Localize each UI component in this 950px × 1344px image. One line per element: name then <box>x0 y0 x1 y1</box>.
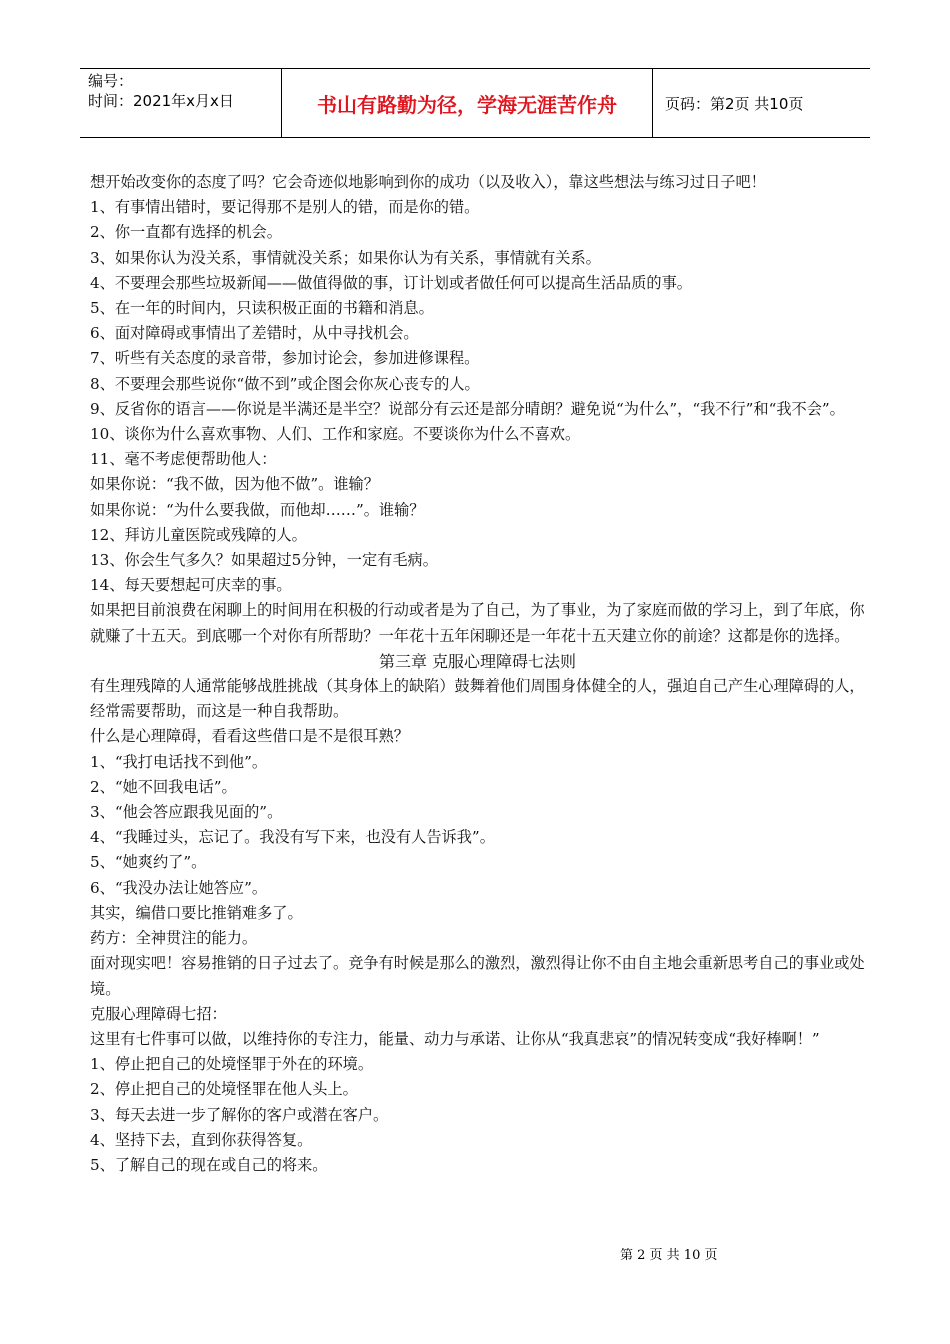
list-item: 7、听些有关态度的录音带，参加讨论会，参加进修课程。 <box>90 349 480 368</box>
paragraph: 其实，编借口要比推销难多了。 <box>90 903 303 922</box>
list-item: 2、“她不回我电话”。 <box>90 777 237 796</box>
list-item: 5、了解自己的现在或自己的将来。 <box>90 1155 328 1174</box>
list-item: 12、拜访儿童医院或残障的人。 <box>90 525 307 544</box>
list-item: 2、你一直都有选择的机会。 <box>90 223 282 242</box>
header-meta-cell <box>80 69 282 137</box>
list-item: 9、反省你的语言——你说是半满还是半空？说部分有云还是部分晴朗？避免说“为什么”，“我不行”和“我不会”。 <box>90 399 845 418</box>
list-item: 4、坚持下去，直到你获得答复。 <box>90 1130 313 1149</box>
list-item: 8、不要理会那些说你“做不到”或企图会你灰心丧专的人。 <box>90 374 480 393</box>
list-item: 5、“她爽约了”。 <box>90 853 207 872</box>
list-item: 1、停止把自己的处境怪罪于外在的环境。 <box>90 1055 374 1074</box>
list-item: 14、每天要想起可庆幸的事。 <box>90 576 292 595</box>
list-item: 13、你会生气多久？如果超过5分钟，一定有毛病。 <box>90 551 438 570</box>
paragraph: 面对现实吧！容易推销的日子过去了。竞争有时候是那么的激烈，激烈得让你不由自主地会重新思考自己的事业或处境。 <box>90 954 865 998</box>
paragraph: 有生理残障的人通常能够战胜挑战（其身体上的缺陷）鼓舞着他们周围身体健全的人，强迫自己产生心理障碍的人，经常需要帮助，而这是一种自我帮助。 <box>90 677 865 721</box>
paragraph: 如果你说：“为什么要我做，而他却……”。谁输？ <box>90 500 425 519</box>
list-item: 1、有事情出错时，要记得那不是别人的错，而是你的错。 <box>90 198 480 217</box>
list-item: 3、“他会答应跟我见面的”。 <box>90 803 283 822</box>
page-header-table <box>80 68 870 138</box>
document-body <box>90 170 865 1178</box>
paragraph: 想开始改变你的态度了吗？它会奇迹似地影响到你的成功（以及收入），靠这些想法与练习过日子吧！ <box>90 173 766 191</box>
paragraph: 如果你说：“我不做，因为他不做”。谁输？ <box>90 475 379 494</box>
paragraph: 这里有七件事可以做，以维持你的专注力，能量、动力与承诺、让你从“我真悲哀”的情况转变成“我好棒啊！” <box>90 1029 820 1048</box>
list-item: 3、每天去进一步了解你的客户或潜在客户。 <box>90 1105 389 1124</box>
header-page-label: 页码：第2页 共10页 <box>665 94 804 113</box>
date-label: 时间：2021年x月x日 <box>88 92 234 110</box>
list-item: 3、如果你认为没关系，事情就没关系；如果你认为有关系，事情就有关系。 <box>90 248 601 267</box>
page-footer: 第 2 页 共 10 页 <box>620 1248 718 1263</box>
list-item: 5、在一年的时间内，只读积极正面的书籍和消息。 <box>90 299 434 318</box>
paragraph: 如果把目前浪费在闲聊上的时间用在积极的行动或者是为了自己，为了事业，为了家庭而做的学习上，到了年底，你就赚了十五天。到底哪一个对你有所帮助？一年花十五年闲聊还是一年花十五天建立你的前途？这都是你的选择。 <box>90 601 865 645</box>
paragraph: 克服心理障碍七招： <box>90 1004 227 1023</box>
list-item: 6、面对障碍或事情出了差错时，从中寻找机会。 <box>90 324 419 343</box>
paragraph: 什么是心理障碍，看看这些借口是不是很耳熟？ <box>90 727 409 746</box>
list-item: 6、“我没办法让她答应”。 <box>90 878 268 897</box>
header-motto: 书山有路勤为径，学海无涯苦作舟 <box>282 69 653 137</box>
list-item: 10、谈你为什么喜欢事物、人们、工作和家庭。不要谈你为什么不喜欢。 <box>90 425 581 444</box>
list-item: 2、停止把自己的处境怪罪在他人头上。 <box>90 1080 358 1099</box>
list-item: 11、毫不考虑便帮助他人： <box>90 450 277 469</box>
list-item: 4、不要理会那些垃圾新闻——做值得做的事，订计划或者做任何可以提高生活品质的事。 <box>90 273 692 292</box>
chapter-title: 第三章 克服心理障碍七法则 <box>378 651 577 671</box>
code-label: 编号： <box>88 72 134 90</box>
paragraph: 药方：全神贯注的能力。 <box>90 929 258 948</box>
list-item: 4、“我睡过头，忘记了。我没有写下来，也没有人告诉我”。 <box>90 828 495 847</box>
list-item: 1、“我打电话找不到他”。 <box>90 752 268 771</box>
